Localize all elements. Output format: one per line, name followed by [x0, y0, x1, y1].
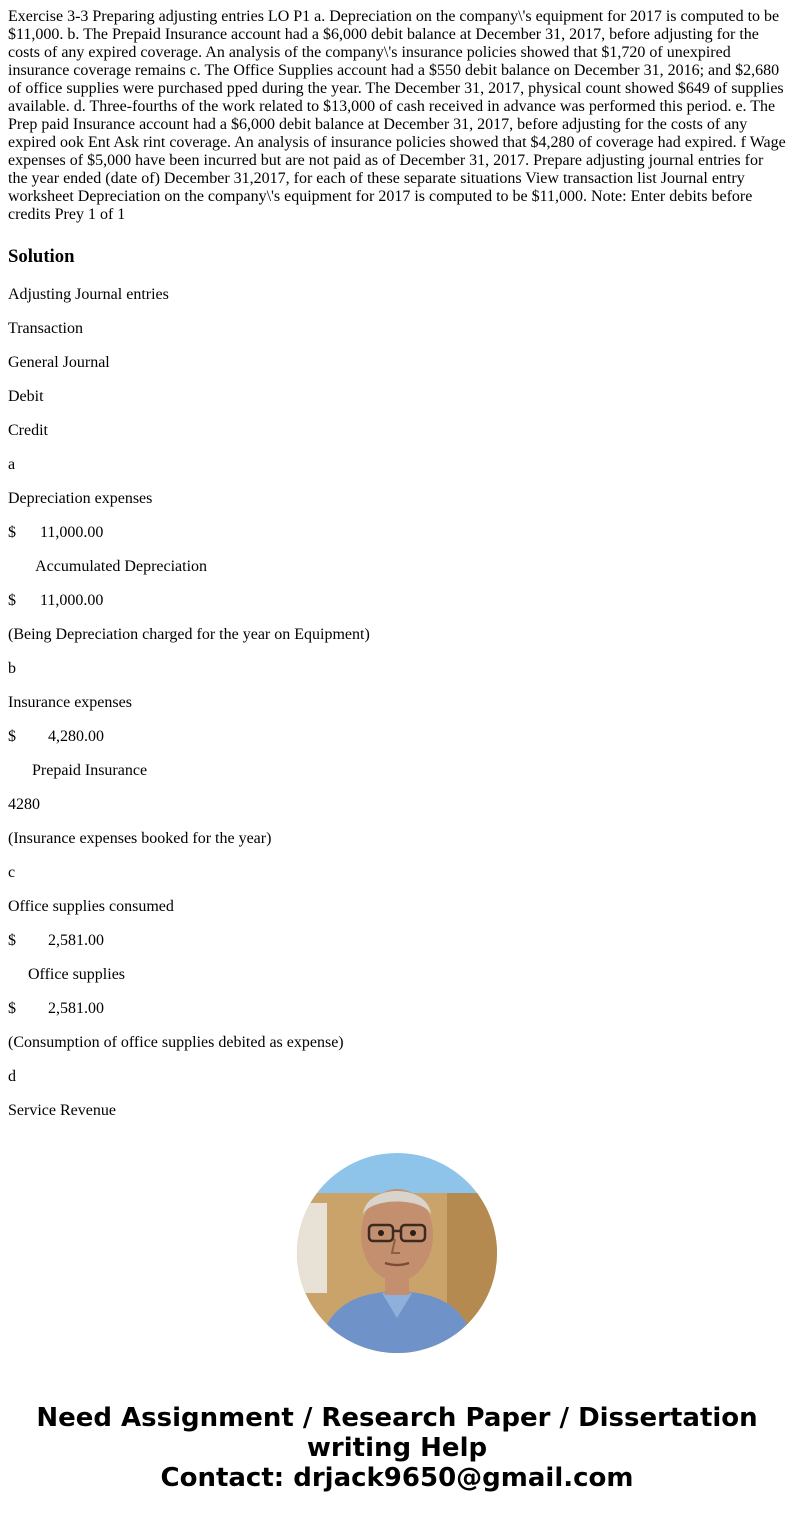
solution-line: (Insurance expenses booked for the year): [8, 830, 272, 847]
solution-heading: Solution: [8, 246, 75, 267]
eye-left: [378, 1230, 384, 1236]
solution-line: $ 2,581.00: [8, 932, 104, 949]
solution-line: $ 2,581.00: [8, 1000, 104, 1017]
solution-line: Transaction: [8, 320, 83, 337]
solution-lines: [8, 286, 786, 1120]
solution-line: Insurance expenses: [8, 694, 132, 711]
solution-line: Accumulated Depreciation: [8, 558, 208, 575]
solution-line: Debit: [8, 388, 44, 405]
solution-line: General Journal: [8, 354, 110, 371]
solution-line: Office supplies: [8, 966, 126, 983]
solution-line: $ 11,000.00: [8, 524, 104, 541]
solution-line: d: [8, 1068, 16, 1085]
solution-line: Depreciation expenses: [8, 490, 153, 507]
solution-line: b: [8, 660, 16, 677]
author-portrait: [297, 1153, 497, 1353]
solution-line: a: [8, 456, 16, 473]
solution-line: Credit: [8, 422, 48, 439]
solution-line: (Consumption of office supplies debited as expense): [8, 1034, 344, 1051]
promo-line-2: writing Help: [306, 1433, 488, 1463]
question-text: Exercise 3-3 Preparing adjusting entries LO P1 a. Depreciation on the company\'s equipment for 2017 is computed to be $11,000. b. The Prepaid Insurance account had a $6,000 debit balance at December 31, 2017, before adjusting for the costs of any expired coverage. An analysis of the company\'s insurance policies showed that $1,720 of unexpired insurance coverage remains c. The Office Supplies account had a $550 debit balance on December 31, 2016; and $2,680 of office supplies were purchased pped during the year. The December 31, 2017, physical count showed $649 of supplies available. d. Three-fourths of the work related to $13,000 of cash received in advance was performed this period. e. The Prep paid Insurance account had a $6,000 debit balance at December 31, 2017, before adjusting for the costs of any expired ook Ent Ask rint coverage. An analysis of insurance policies showed that $4,280 of coverage had expired. f Wage expenses of $5,000 have been incurred but are not paid as of December 31, 2017. Prepare adjusting journal entries for the year ended (date of) December 31,2017, for each of these separate situations View transaction list Journal entry worksheet Depreciation on the company\'s equipment for 2017 is computed to be $11,000. Note: Enter debits before credits Prey 1 of 1: [8, 8, 786, 223]
author-avatar: [297, 1153, 497, 1353]
promo-contact: Contact: drjack9650@gmail.com: [160, 1463, 634, 1493]
promo-footer: [0, 1403, 794, 1493]
solution-line: $ 4,280.00: [8, 728, 104, 745]
promo-line-1: Need Assignment / Research Paper / Dissertation: [36, 1403, 758, 1433]
solution-line: Service Revenue: [8, 1102, 116, 1119]
solution-line: c: [8, 864, 16, 881]
solution-line: (Being Depreciation charged for the year on Equipment): [8, 626, 370, 643]
eye-right: [410, 1230, 416, 1236]
solution-line: Office supplies consumed: [8, 898, 174, 915]
solution-line: Prepaid Insurance: [8, 762, 148, 779]
solution-line: 4280: [8, 796, 40, 813]
solution-line: Adjusting Journal entries: [8, 286, 169, 303]
switch-board: [297, 1203, 327, 1293]
solution-line: $ 11,000.00: [8, 592, 104, 609]
